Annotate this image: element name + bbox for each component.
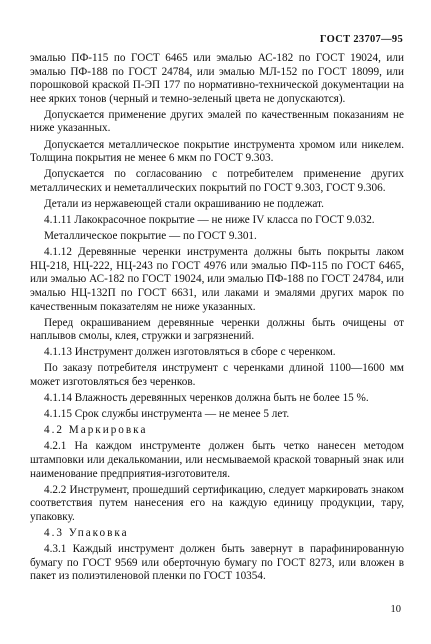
paragraph-metal-coating-standard: Металлическое покрытие — по ГОСТ 9.301. <box>44 230 257 243</box>
page-header: ГОСТ 23707—95 <box>319 34 403 45</box>
clause-4-2-1: 4.2.1 На каждом инструменте должен быть четко нанесен методом штамповки или декалькомании, или несмываемой краской товарный знак или наименование предприятия-изготовителя. <box>30 440 404 480</box>
clause-4-1-13: 4.1.13 Инструмент должен изготовляться в сборе с черенком. <box>44 346 336 359</box>
page-number: 10 <box>390 604 401 615</box>
document-body <box>30 52 404 586</box>
paragraph-other-enamels: Допускается применение других эмалей по качественным показаниям не ниже указанных. <box>30 108 404 135</box>
paragraph-metal-coating: Допускается металлическое покрытие инструмента хромом или никелем. Толщина покрытия не менее 6 мкм по ГОСТ 9.303. <box>30 138 404 165</box>
paragraph-handle-cleaning: Перед окрашиванием деревянные черенки должны быть очищены от наплывов смолы, клея, стружки и загрязнений. <box>30 316 404 343</box>
paragraph-other-coatings: Допускается по согласованию с потребителем применение других металлических и неметаллических покрытий по ГОСТ 9.303, ГОСТ 9.306. <box>30 168 404 194</box>
clause-4-2-2: 4.2.2 Инструмент, прошедший сертификацию, следует маркировать знаком соответствия путем нанесения его на каждую единицу продукции, тару, упаковку. <box>30 483 404 523</box>
section-heading-packing: 4.3 Упаковка <box>44 527 129 539</box>
clause-4-3-1: 4.3.1 Каждый инструмент должен быть завернут в парафинированную бумагу по ГОСТ 9569 или оберточную бумагу по ГОСТ 8273, или вложен в пакет из полиэтиленовой пленки по ГОСТ 10354. <box>30 543 404 583</box>
paragraph-stainless-parts: Детали из нержавеющей стали окрашиванию не подлежат. <box>44 197 324 210</box>
paragraph-enamel-list: эмалью ПФ-115 по ГОСТ 6465 или эмалью АС-182 по ГОСТ 19024, или эмалью ПФ-188 по ГОСТ 24784, или эмалью МЛ-152 по ГОСТ 18099, или порошковой краской П-ЭП 177 по нормативно-технической документации на нее ярких тонов (черный и темно-зеленый цвета не допускаются). <box>30 52 404 105</box>
clause-4-1-11: 4.1.11 Лакокрасочное покрытие — не ниже IV класса по ГОСТ 9.032. <box>44 214 375 227</box>
paragraph-handle-order: По заказу потребителя инструмент с черенками длиной 1100—1600 мм может изготовляться без черенков. <box>30 362 404 389</box>
clause-4-1-15: 4.1.15 Срок службы инструмента — не менее 5 лет. <box>44 408 290 421</box>
clause-4-1-12: 4.1.12 Деревянные черенки инструмента должны быть покрыты лаком НЦ-218, НЦ-222, НЦ-243 по ГОСТ 4976 или эмалью ПФ-115 по ГОСТ 6465, или эмалью АС-182 по ГОСТ 19024, или эмалью ПФ-188 по ГОСТ 24784, или эмалью НЦ-132П по ГОСТ 6631, или лаками и эмалями других марок по качественным показателям не ниже указанных. <box>30 246 404 313</box>
section-heading-marking: 4.2 Маркировка <box>44 424 148 437</box>
clause-4-1-14: 4.1.14 Влажность деревянных черенков должна быть не более 15 %. <box>44 392 369 405</box>
